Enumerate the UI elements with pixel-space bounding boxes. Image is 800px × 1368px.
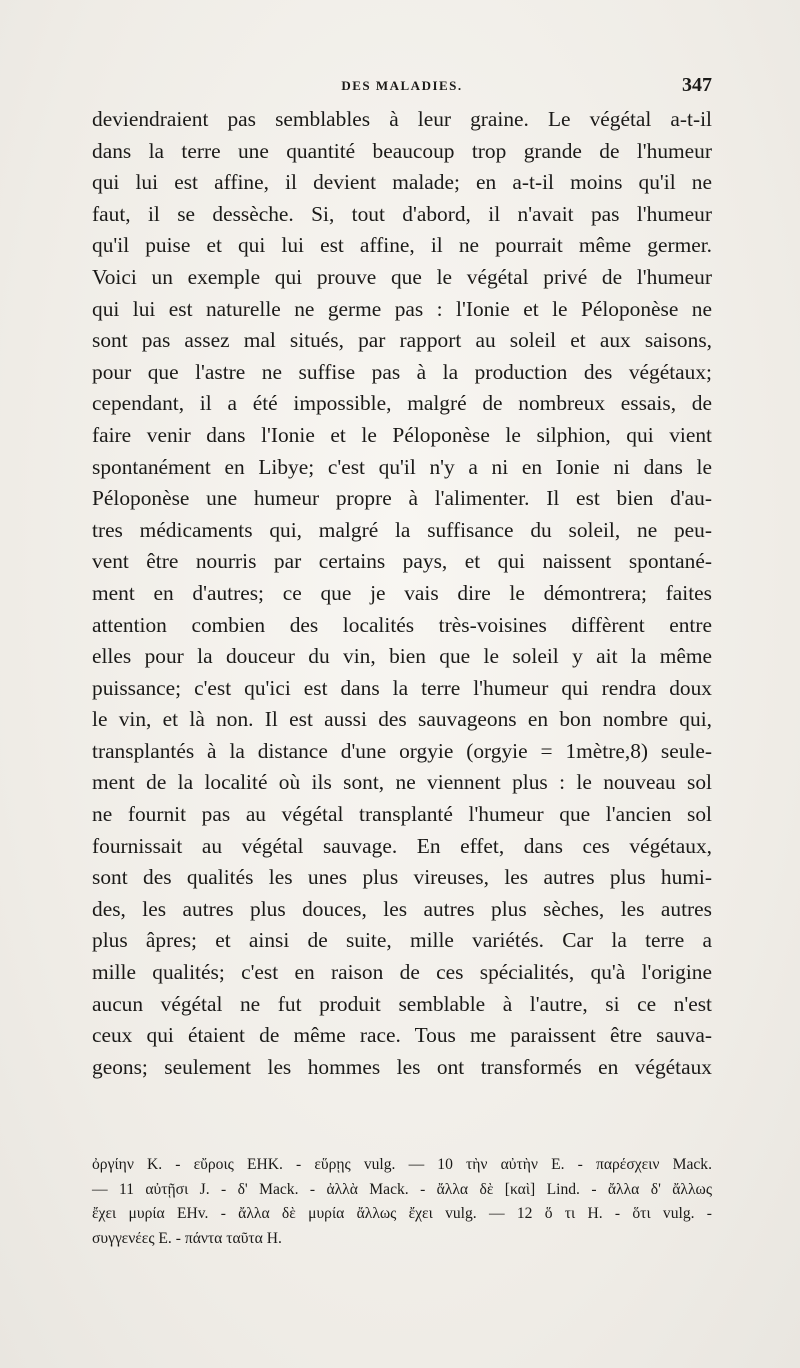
body-line: sont pas assez mal situés, par rapport au soleil et aux saisons, xyxy=(92,328,712,353)
body-line: sont des qualités les unes plus vireuses, les autres plus humi- xyxy=(92,865,712,890)
body-text xyxy=(92,104,712,1083)
body-line: elles pour la douceur du vin, bien que le soleil y ait la même xyxy=(92,644,712,669)
body-line: Voici un exemple qui prouve que le végétal privé de l'humeur xyxy=(92,264,712,289)
footnote-line: ὀργίην K. - εὔροις EHK. - εὕρῃς vulg. — 10 τὴν αὐτὴν E. - παρέσχειν Mack. xyxy=(92,1156,712,1173)
body-line: vent être nourris par certains pays, et qui naissent spontané- xyxy=(92,549,712,574)
body-line: deviendraient pas semblables à leur graine. Le végétal a-t-il xyxy=(92,107,712,131)
body-line: qui lui est naturelle ne germe pas : l'Ionie et le Péloponèse ne xyxy=(92,296,712,321)
body-line: geons; seulement les hommes les ont transformés en végétaux xyxy=(92,1054,712,1079)
body-line: des, les autres plus douces, les autres plus sèches, les autres xyxy=(92,896,712,921)
body-line: dans la terre une quantité beaucoup trop grande de l'humeur xyxy=(92,138,712,163)
body-line: le vin, et là non. Il est aussi des sauvageons en bon nombre qui, xyxy=(92,707,712,732)
body-line: Péloponèse une humeur propre à l'alimenter. Il est bien d'au- xyxy=(92,486,712,511)
running-title: DES MALADIES. xyxy=(341,78,463,93)
body-line: puissance; c'est qu'ici est dans la terre l'humeur qui rendra doux xyxy=(92,675,712,700)
body-line: faut, il se dessèche. Si, tout d'abord, il n'avait pas l'humeur xyxy=(92,201,712,226)
body-line: plus âpres; et ainsi de suite, mille variétés. Car la terre a xyxy=(92,928,712,953)
page-number: 347 xyxy=(682,74,712,96)
body-line: ne fournit pas au végétal transplanté l'humeur que l'ancien sol xyxy=(92,802,712,827)
body-line: attention combien des localités très-voisines diffèrent entre xyxy=(92,612,712,637)
body-line: fournissait au végétal sauvage. En effet, dans ces végétaux, xyxy=(92,833,712,858)
body-line: tres médicaments qui, malgré la suffisance du soleil, ne peu- xyxy=(92,517,712,542)
body-line: transplantés à la distance d'une orgyie (orgyie = 1mètre,8) seule- xyxy=(92,738,712,763)
running-head xyxy=(92,74,712,98)
footnotes xyxy=(92,1153,712,1251)
body-line: qu'il puise et qui lui est affine, il ne pourrait même germer. xyxy=(92,233,712,258)
body-line: ceux qui étaient de même race. Tous me paraissent être sauva- xyxy=(92,1023,712,1048)
body-line: cependant, il a été impossible, malgré de nombreux essais, de xyxy=(92,391,712,416)
body-line: spontanément en Libye; c'est qu'il n'y a ni en Ionie ni dans le xyxy=(92,454,712,479)
footnote-line: συγγενέες E. - πάντα ταῦτα H. xyxy=(92,1229,282,1247)
body-line: ment en d'autres; ce que je vais dire le démontrera; faites xyxy=(92,580,712,605)
body-line: pour que l'astre ne suffise pas à la production des végétaux; xyxy=(92,359,712,384)
body-line: ment de la localité où ils sont, ne viennent plus : le nouveau sol xyxy=(92,770,712,795)
body-line: faire venir dans l'Ionie et le Péloponèse le silphion, qui vient xyxy=(92,422,712,447)
footnote-line: — 11 αὐτῇσι J. - δ' Mack. - ἀλλὰ Mack. - ἄλλα δὲ [καὶ] Lind. - ἄλλα δ' ἄλλως xyxy=(92,1180,712,1198)
footnote-line: ἔχει μυρία EHv. - ἄλλα δὲ μυρία ἄλλως ἔχει vulg. — 12 ὅ τι H. - ὅτι vulg. - xyxy=(92,1205,712,1222)
body-line: qui lui est affine, il devient malade; en a-t-il moins qu'il ne xyxy=(92,170,712,195)
body-line: aucun végétal ne fut produit semblable à l'autre, si ce n'est xyxy=(92,991,712,1016)
body-line: mille qualités; c'est en raison de ces spécialités, qu'à l'origine xyxy=(92,960,712,985)
